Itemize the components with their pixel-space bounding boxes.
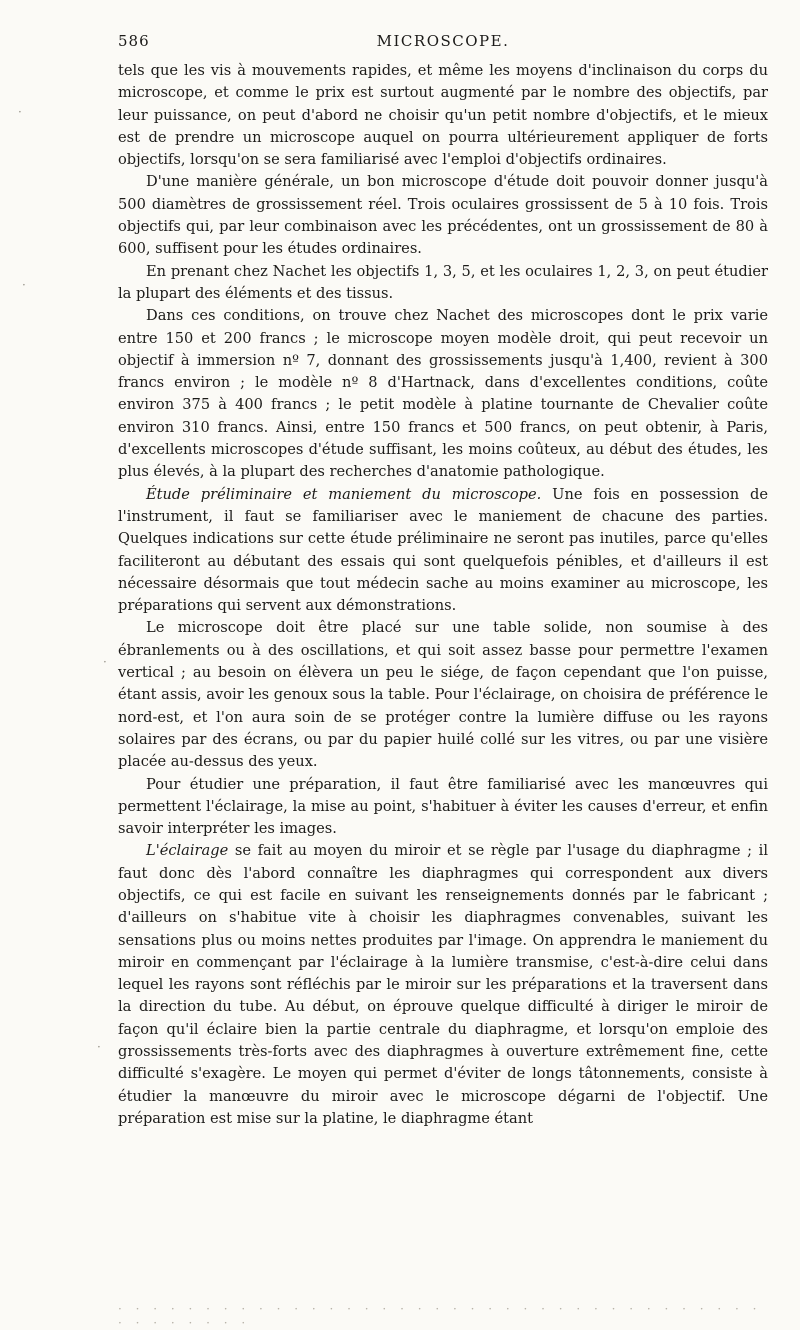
paragraph-2 (118, 171, 768, 260)
running-head: MICROSCOPE. (376, 32, 510, 50)
paragraph-text: Pour étudier une préparation, il faut être familiarisé avec les manœuvres qui permettent l'éclairage, la mise au point, s'habituer à éviter les causes d'erreur, et enfin savoir interpréter les images. (118, 775, 768, 838)
paragraph-3 (118, 261, 768, 306)
paragraph-text: Le microscope doit être placé sur une table solide, non soumise à des ébranlements ou à des oscillations, et qui soit assez basse pour permettre l'examen vertical ; au besoin on élèvera un peu le siége, de façon cependant que l'on puisse, étant assis, avoir les genoux sous la table. Pour l'éclairage, on choisira de préférence le nord-est, et l'on aura soin de se protéger contre la lumière diffuse ou les rayons solaires par des écrans, ou par du papier huilé collé sur les vitres, ou par une visière placée au-dessus des yeux. (118, 619, 768, 771)
paragraph-8 (118, 840, 768, 1130)
paragraph-6 (118, 617, 768, 773)
body-text (118, 60, 768, 1130)
margin-speck: · (22, 278, 26, 292)
paragraph-text: D'une manière générale, un bon microscope d'étude doit pouvoir donner jusqu'à 500 diamètres de grossissement réel. Trois oculaires grossissent de 5 à 10 fois. Trois objectifs qui, par leur combinaison avec les précédentes, ont un grossissement de 80 à 600, suffisent pour les études ordinaires. (118, 173, 768, 258)
paragraph-lead: L'éclairage (146, 842, 229, 860)
page-header (118, 30, 768, 58)
paragraph-1 (118, 60, 768, 171)
page-number: 586 (118, 32, 150, 50)
paragraph-7 (118, 774, 768, 841)
paragraph-5 (118, 484, 768, 618)
margin-speck: · (103, 655, 107, 669)
bottom-speckle: · · · · · · · · · · · · · · · · · · · · · · · · · · · · · · · · · · · · · · · · · · · · · (118, 1302, 762, 1330)
margin-speck: · (18, 105, 22, 119)
paragraph-text: Une fois en possession de l'instrument, il faut se familiariser avec le maniement de chacune des parties. Quelques indications sur cette étude préliminaire ne seront pas inutiles, parce qu'elles faciliteront au débutant des essais qui sont quelquefois pénibles, et d'ailleurs il est nécessaire désormais que tout médecin sache au moins examiner au microscope, les préparations qui servent aux démonstrations. (118, 485, 768, 615)
paragraph-4 (118, 305, 768, 483)
paragraph-text: se fait au moyen du miroir et se règle par l'usage du diaphragme ; il faut donc dès l'abord connaître les diaphragmes qui correspondent aux divers objectifs, ce qui est facile en suivant les renseignements donnés par le fabricant ; d'ailleurs on s'habitue vite à choisir les diaphragmes convenables, suivant les sensations plus ou moins nettes produites par l'image. On apprendra le maniement du miroir en commençant par l'éclairage à la lumière transmise, c'est-à-dire celui dans lequel les rayons sont réfléchis par le miroir sur les préparations et la traversent dans la direction du tube. Au début, on éprouve quelque difficulté à diriger le miroir de façon qu'il éclaire bien la partie centrale du diaphragme, et lorsqu'on emploie des grossissements très-forts avec des diaphragmes à ouverture extrêmement fine, cette difficulté s'exagère. Le moyen qui permet d'éviter de longs tâtonnements, consiste à étudier la manœuvre du miroir avec le microscope dégarni de l'objectif. Une préparation est mise sur la platine, le diaphragme étant (118, 842, 768, 1127)
margin-speck: · (97, 1040, 101, 1054)
paragraph-text: tels que les vis à mouvements rapides, et même les moyens d'inclinaison du corps du microscope, et comme le prix est surtout augmenté par le nombre des objectifs, par leur puissance, on peut d'abord ne choisir qu'un petit nombre d'objectifs, et le mieux est de prendre un microscope auquel on pourra ultérieurement appliquer de forts objectifs, lorsqu'on se sera familiarisé avec l'emploi d'objectifs ordinaires. (118, 62, 768, 169)
paragraph-text: Dans ces conditions, on trouve chez Nachet des microscopes dont le prix varie entre 150 et 200 francs ; le microscope moyen modèle droit, qui peut recevoir un objectif à immersion nº 7, donnant des grossissements jusqu'à 1,400, revient à 300 francs environ ; le modèle nº 8 d'Hartnack, dans d'excellentes conditions, coûte environ 375 à 400 francs ; le petit modèle à platine tournante de Chevalier coûte environ 310 francs. Ainsi, entre 150 francs et 500 francs, on peut obtenir, à Paris, d'excellents microscopes d'étude suffisant, les moins coûteux, au début des études, les plus élevés, à la plupart des recherches d'anatomie pathologique. (118, 307, 768, 481)
paragraph-lead: Étude préliminaire et maniement du microscope. (146, 485, 542, 503)
paragraph-text: En prenant chez Nachet les objectifs 1, 3, 5, et les oculaires 1, 2, 3, on peut étudier la plupart des éléments et des tissus. (118, 262, 768, 302)
